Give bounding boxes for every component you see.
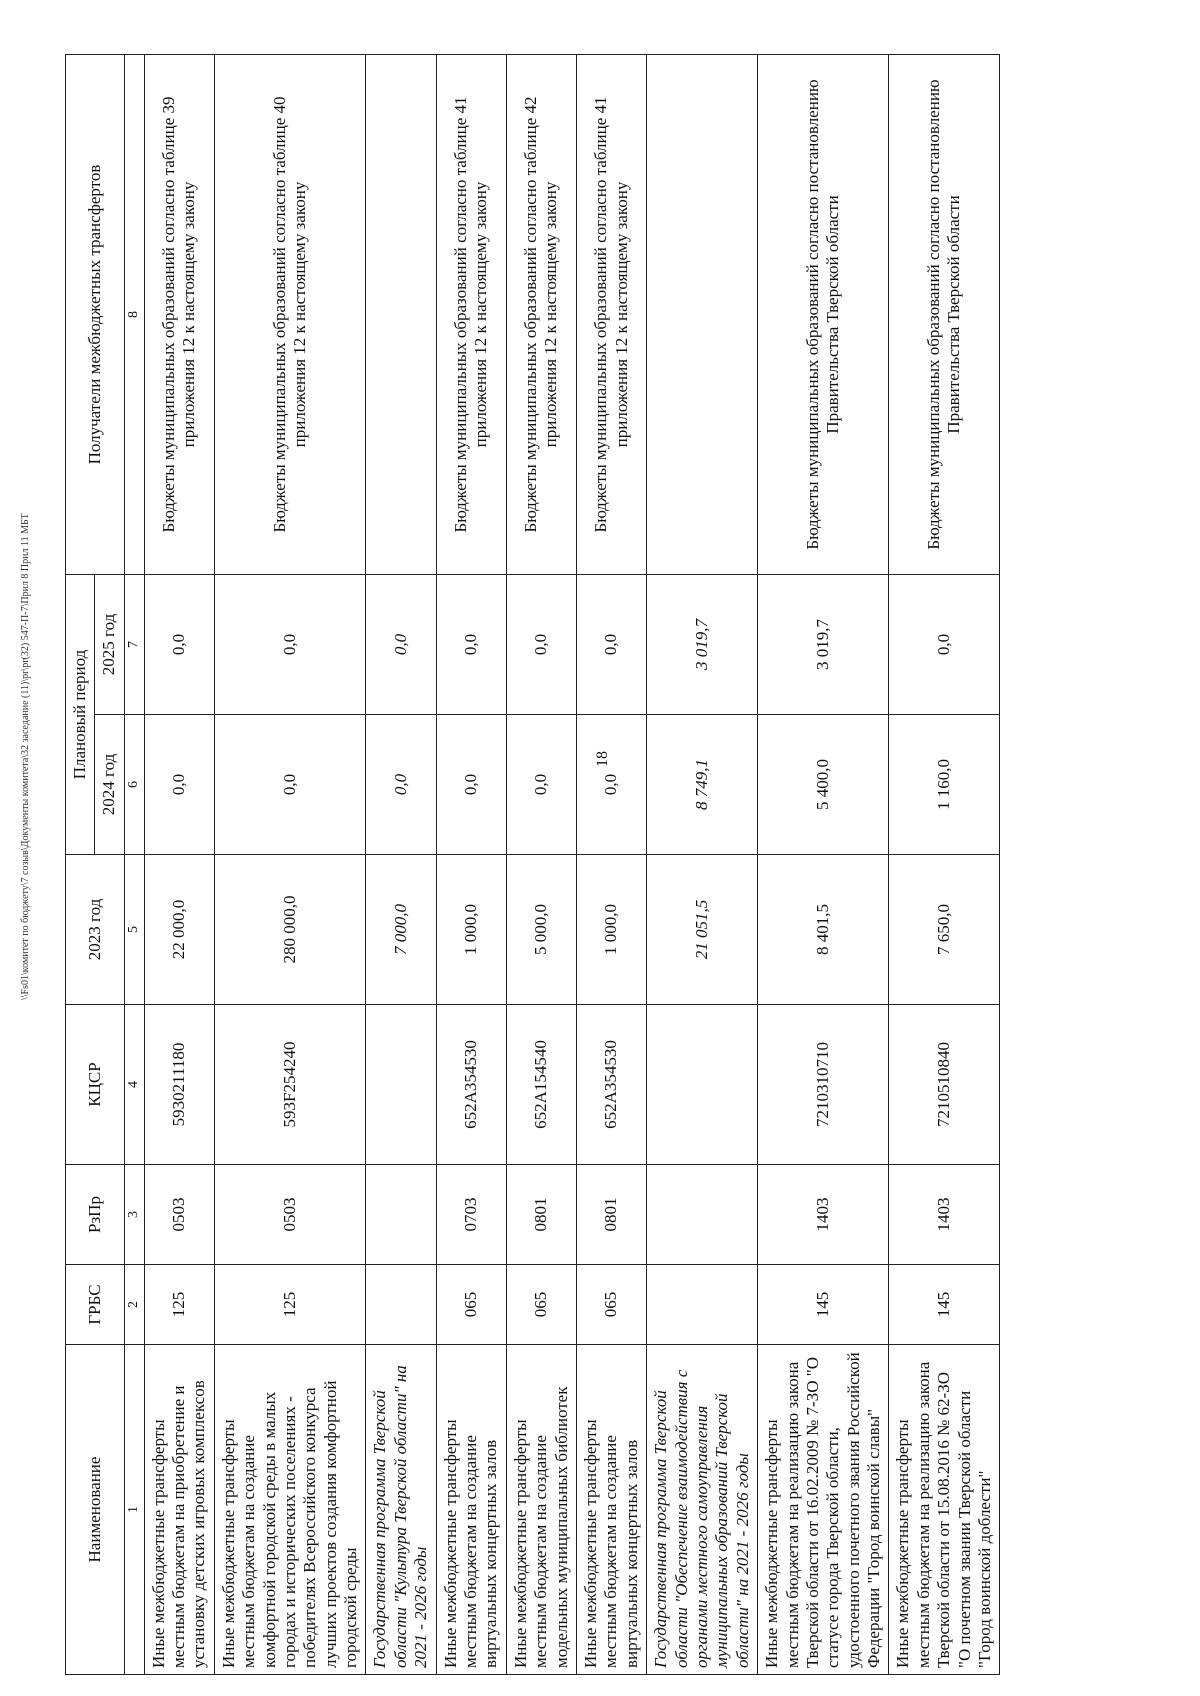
row-recipients: Бюджеты муниципальных образований согласно таблице 41 приложения 12 к настоящему закону bbox=[436, 54, 506, 574]
table-row bbox=[577, 54, 647, 1674]
row-amount-2024: 0,0 bbox=[214, 715, 366, 855]
page-number: 18 bbox=[594, 751, 611, 767]
row-amount-2023: 1 000,0 bbox=[577, 855, 647, 1005]
row-name: Иные межбюджетные трансферты местным бюджетам на создание виртуальных концертных залов bbox=[436, 1345, 506, 1675]
rotated-table-page bbox=[65, 55, 1195, 1675]
row-amount-2024: 8 749,1 bbox=[647, 715, 758, 855]
row-recipients: Бюджеты муниципальных образований согласно таблице 41 приложения 12 к настоящему закону bbox=[577, 54, 647, 574]
column-index: 1 bbox=[124, 1345, 144, 1675]
row-grbs: 125 bbox=[144, 1265, 214, 1345]
row-amount-2025: 0,0 bbox=[144, 574, 214, 714]
row-recipients: Бюджеты муниципальных образований согласно таблице 39 приложения 12 к настоящему закону bbox=[144, 54, 214, 574]
row-amount-2023: 5 000,0 bbox=[506, 855, 576, 1005]
header-grbs: ГРБС bbox=[66, 1265, 125, 1345]
row-recipients bbox=[647, 54, 758, 574]
row-amount-2024: 0,0 bbox=[577, 715, 647, 855]
row-rzpr bbox=[366, 1165, 436, 1265]
row-grbs: 065 bbox=[506, 1265, 576, 1345]
row-amount-2023: 21 051,5 bbox=[647, 855, 758, 1005]
header-2023: 2023 год bbox=[66, 855, 125, 1005]
row-amount-2025: 0,0 bbox=[506, 574, 576, 714]
row-name: Государственная программа Тверской области "Обеспечение взаимодействия с органами местного самоуправления муниципальных образований Тверской области" на 2021 - 2026 годы bbox=[647, 1345, 758, 1675]
row-rzpr: 0801 bbox=[506, 1165, 576, 1265]
row-amount-2025: 3 019,7 bbox=[758, 574, 889, 714]
header-recipients: Получатели межбюджетных трансфертов bbox=[66, 54, 125, 574]
row-amount-2025: 0,0 bbox=[366, 574, 436, 714]
column-index: 3 bbox=[124, 1165, 144, 1265]
column-index: 5 bbox=[124, 855, 144, 1005]
column-index: 4 bbox=[124, 1005, 144, 1165]
row-amount-2024: 1 160,0 bbox=[889, 715, 1000, 855]
row-name: Иные межбюджетные трансферты местным бюджетам на реализацию закона Тверской области от 15.08.2016 № 62-ЗО "О почетном звании Тверской области "Город воинской доблести" bbox=[889, 1345, 1000, 1675]
header-kcsr: КЦСР bbox=[66, 1005, 125, 1165]
row-kcsr: 5930211180 bbox=[144, 1005, 214, 1165]
header-rzpr: РзПр bbox=[66, 1165, 125, 1265]
column-index: 7 bbox=[124, 574, 144, 714]
row-rzpr: 0503 bbox=[144, 1165, 214, 1265]
row-grbs bbox=[647, 1265, 758, 1345]
row-amount-2024: 5 400,0 bbox=[758, 715, 889, 855]
transfers-table bbox=[65, 54, 1000, 1675]
table-row bbox=[436, 54, 506, 1674]
row-amount-2025: 0,0 bbox=[436, 574, 506, 714]
row-kcsr: 652A354530 bbox=[577, 1005, 647, 1165]
column-index-row bbox=[124, 54, 144, 1674]
row-amount-2023: 7 650,0 bbox=[889, 855, 1000, 1005]
row-kcsr: 7210310710 bbox=[758, 1005, 889, 1165]
table-row bbox=[506, 54, 576, 1674]
column-index: 6 bbox=[124, 715, 144, 855]
row-name: Государственная программа Тверской области "Культура Тверской области" на 2021 - 2026 годы bbox=[366, 1345, 436, 1675]
row-amount-2023: 280 000,0 bbox=[214, 855, 366, 1005]
header-2025: 2025 год bbox=[95, 574, 124, 714]
row-name: Иные межбюджетные трансферты местным бюджетам на создание модельных муниципальных библиотек bbox=[506, 1345, 576, 1675]
row-grbs: 145 bbox=[758, 1265, 889, 1345]
row-amount-2023: 1 000,0 bbox=[436, 855, 506, 1005]
table-row bbox=[214, 54, 366, 1674]
table-row bbox=[366, 54, 436, 1674]
row-amount-2024: 0,0 bbox=[436, 715, 506, 855]
column-index: 2 bbox=[124, 1265, 144, 1345]
row-amount-2023: 8 401,5 bbox=[758, 855, 889, 1005]
row-rzpr: 1403 bbox=[758, 1165, 889, 1265]
row-amount-2024: 0,0 bbox=[506, 715, 576, 855]
row-rzpr: 1403 bbox=[889, 1165, 1000, 1265]
column-index: 8 bbox=[124, 54, 144, 574]
row-kcsr: 7210510840 bbox=[889, 1005, 1000, 1165]
row-kcsr: 652A154540 bbox=[506, 1005, 576, 1165]
table-row bbox=[889, 54, 1000, 1674]
table-row bbox=[144, 54, 214, 1674]
row-recipients: Бюджеты муниципальных образований согласно таблице 40 приложения 12 к настоящему закону bbox=[214, 54, 366, 574]
row-rzpr bbox=[647, 1165, 758, 1265]
row-amount-2025: 3 019,7 bbox=[647, 574, 758, 714]
row-rzpr: 0703 bbox=[436, 1165, 506, 1265]
row-kcsr: 593F254240 bbox=[214, 1005, 366, 1165]
row-rzpr: 0801 bbox=[577, 1165, 647, 1265]
row-amount-2025: 0,0 bbox=[889, 574, 1000, 714]
row-grbs: 125 bbox=[214, 1265, 366, 1345]
row-grbs: 065 bbox=[577, 1265, 647, 1345]
row-name: Иные межбюджетные трансферты местным бюджетам на реализацию закона Тверской области от 16.02.2009 № 7-ЗО "О статусе города Тверской области, удостоенного почетного звания Российской Федерации "Город воинской славы" bbox=[758, 1345, 889, 1675]
row-kcsr bbox=[366, 1005, 436, 1165]
row-name: Иные межбюджетные трансферты местным бюджетам на создание виртуальных концертных залов bbox=[577, 1345, 647, 1675]
row-rzpr: 0503 bbox=[214, 1165, 366, 1265]
row-grbs bbox=[366, 1265, 436, 1345]
row-recipients: Бюджеты муниципальных образований согласно постановлению Правительства Тверской области bbox=[758, 54, 889, 574]
header-name: Наименование bbox=[66, 1345, 125, 1675]
row-amount-2025: 0,0 bbox=[577, 574, 647, 714]
row-amount-2024: 0,0 bbox=[366, 715, 436, 855]
row-recipients bbox=[366, 54, 436, 574]
row-name: Иные межбюджетные трансферты местным бюджетам на приобретение и установку детских игровых комплексов bbox=[144, 1345, 214, 1675]
row-amount-2025: 0,0 bbox=[214, 574, 366, 714]
row-grbs: 065 bbox=[436, 1265, 506, 1345]
row-kcsr: 652A354530 bbox=[436, 1005, 506, 1165]
header-2024: 2024 год bbox=[95, 715, 124, 855]
row-recipients: Бюджеты муниципальных образований согласно постановлению Правительства Тверской области bbox=[889, 54, 1000, 574]
header-planned-period: Плановый период bbox=[66, 574, 95, 854]
table-row bbox=[758, 54, 889, 1674]
row-amount-2023: 7 000,0 bbox=[366, 855, 436, 1005]
row-amount-2024: 0,0 bbox=[144, 715, 214, 855]
table-row bbox=[647, 54, 758, 1674]
row-kcsr bbox=[647, 1005, 758, 1165]
row-recipients: Бюджеты муниципальных образований согласно таблице 42 приложения 12 к настоящему закону bbox=[506, 54, 576, 574]
row-name: Иные межбюджетные трансферты местным бюджетам на создание комфортной городской среды в малых городах и исторических поселениях - победителях Всероссийского конкурса лучших проектов создания комфортной городской среды bbox=[214, 1345, 366, 1675]
row-amount-2023: 22 000,0 bbox=[144, 855, 214, 1005]
file-path-footer: \\Fs01\комитет по бюджету\7 созыв\Документы комитета\32 заседание (11)\pr\pr(32) 547-П-7\Прил 8 Прил 11 МБТ bbox=[20, 513, 31, 1000]
row-grbs: 145 bbox=[889, 1265, 1000, 1345]
